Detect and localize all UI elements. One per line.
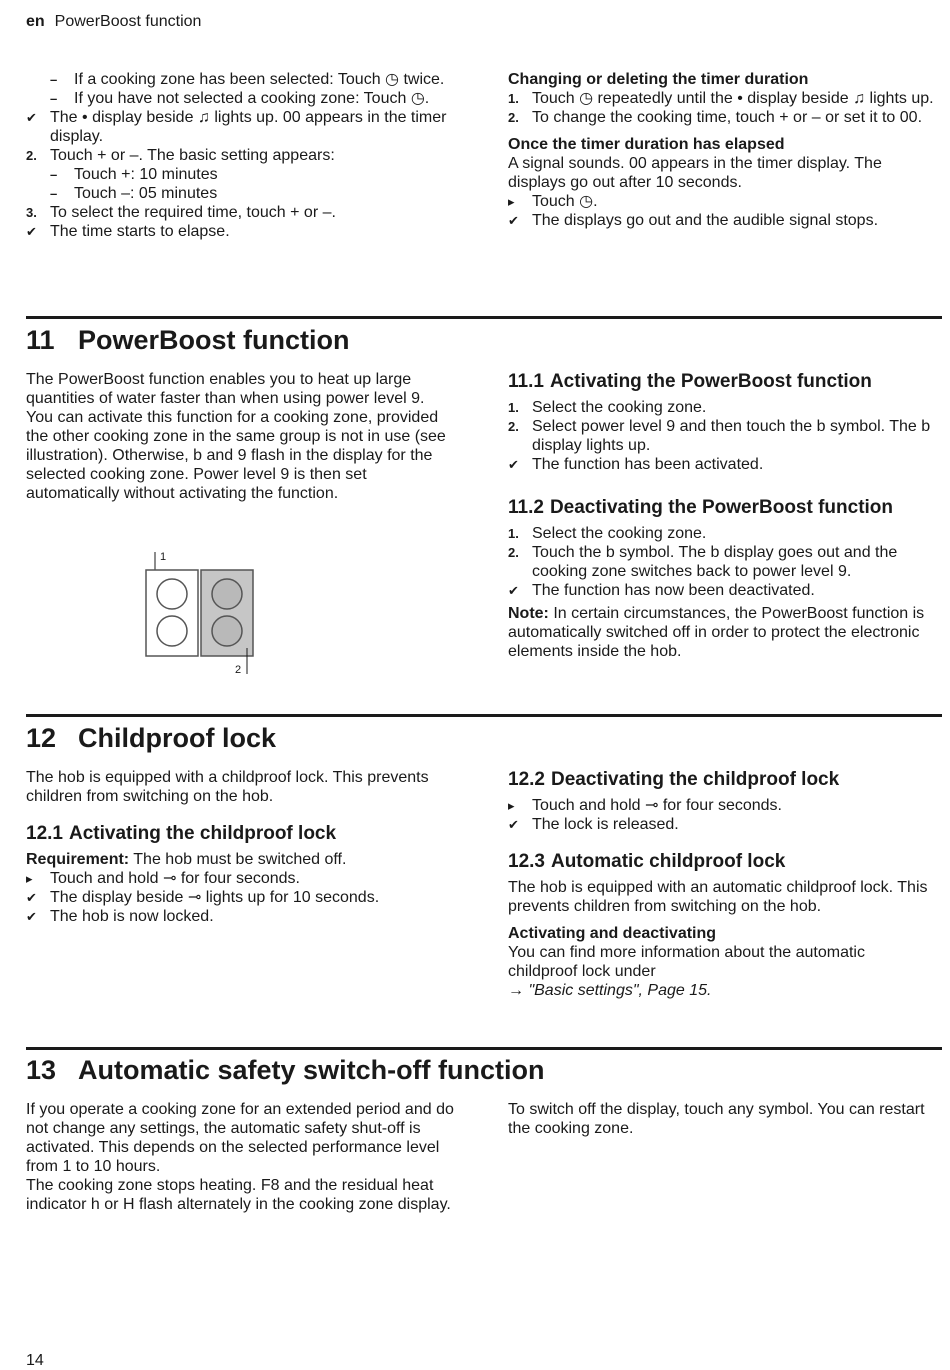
childproof-right (508, 768, 938, 1000)
timer-change-section (508, 70, 938, 230)
list-item: 2. Select power level 9 and then touch the b symbol. The b display lights up. (508, 418, 931, 454)
safety-switchoff-left (26, 1100, 456, 1214)
subsection-title: 11.1 Activating the PowerBoost function (508, 371, 872, 392)
page-header (26, 12, 201, 31)
section-divider (26, 1047, 942, 1050)
list-item: 2. Touch the b symbol. The b display goes out and the cooking zone switches back to power level 9. (508, 544, 898, 580)
burner-ring (212, 616, 242, 646)
basic-settings-link[interactable]: → "Basic settings", Page 15. (508, 982, 712, 999)
header-title: PowerBoost function (54, 13, 202, 30)
note-paragraph: Note: In certain circumstances, the PowerBoost function is automatically switched off in order to protect the electronic elements inside the hob. (508, 605, 925, 660)
auto-lock-text: The hob is equipped with an automatic childproof lock. This prevents children from switching on the hob. (508, 879, 928, 915)
cooking-zone-illustration (140, 548, 260, 676)
list-item: – If a cooking zone has been selected: Touch ◷ twice. (50, 71, 445, 88)
list-item: ✔ The function has been activated. (508, 456, 764, 473)
list-item: 2. Touch + or –. The basic setting appears: (26, 147, 335, 164)
body-paragraph: The cooking zone stops heating. F8 and the residual heat indicator h or H flash alternately in the cooking zone display. (26, 1177, 451, 1213)
hob-zone-inactive (146, 570, 198, 656)
list-item: 1. Touch ◷ repeatedly until the • display beside ♫ lights up. (508, 90, 934, 107)
list-item: ▸ Touch ◷. (508, 193, 598, 210)
intro-paragraph: You can activate this function for a cooking zone, provided the other cooking zone in the same group is not in use (see illustration). Otherwise, b and 9 flash in the display for the selected cooking zone. Power level 9 is then set automatically without activating the function. (26, 409, 446, 502)
list-item: ✔ The function has now been deactivated. (508, 582, 815, 599)
section-11-title: 11 PowerBoost function (26, 325, 350, 355)
body-paragraph: To switch off the display, touch any symbol. You can restart the cooking zone. (508, 1101, 925, 1137)
subsection-title: 11.2 Deactivating the PowerBoost function (508, 497, 894, 518)
header-language: en (26, 13, 45, 30)
change-timer-heading: Changing or deleting the timer duration (508, 71, 809, 88)
list-item: – If you have not selected a cooking zone: Touch ◷. (50, 90, 430, 107)
list-item: ✔ The time starts to elapse. (26, 223, 230, 240)
list-item: – Touch –: 05 minutes (50, 185, 218, 202)
requirement-paragraph: Requirement: The hob must be switched off. (26, 851, 347, 868)
list-item: 1. Select the cooking zone. (508, 399, 707, 416)
powerboost-activate (508, 370, 938, 474)
childproof-left (26, 768, 456, 926)
burner-ring (212, 579, 242, 609)
list-item: ✔ The • display beside ♫ lights up. 00 appears in the timer display. (26, 109, 447, 145)
powerboost-intro (26, 370, 456, 503)
body-paragraph: If you operate a cooking zone for an extended period and do not change any settings, the automatic safety shut-off is activated. This depends on the selected performance level from 1 to 10 hours. (26, 1101, 454, 1175)
list-item: – Touch +: 10 minutes (50, 166, 218, 183)
list-item: 2. To change the cooking time, touch + or – or set it to 00. (508, 109, 923, 126)
list-item: ✔ The hob is now locked. (26, 908, 214, 925)
figure-label-1: 1 (160, 551, 167, 563)
page-number: 14 (26, 1352, 44, 1369)
subsection-title: 12.2 Deactivating the childproof lock (508, 769, 840, 790)
powerboost-deactivate (508, 496, 938, 661)
intro-paragraph: The hob is equipped with a childproof lock. This prevents children from switching on the hob. (26, 769, 429, 805)
elapsed-heading: Once the timer duration has elapsed (508, 136, 785, 153)
act-deact-heading: Activating and deactivating (508, 925, 717, 942)
section-divider (26, 714, 942, 717)
section-divider (26, 316, 942, 319)
intro-paragraph: The PowerBoost function enables you to heat up large quantities of water faster than when using power level 9. (26, 371, 425, 407)
list-item: 1. Select the cooking zone. (508, 525, 707, 542)
timer-steps-list (26, 70, 456, 241)
act-deact-text: You can find more information about the automatic childproof lock under (508, 944, 865, 980)
list-item: ▸ Touch and hold ⊸ for four seconds. (508, 797, 782, 814)
subsection-title: 12.1 Activating the childproof lock (26, 823, 337, 844)
subsection-title: 12.3 Automatic childproof lock (508, 851, 786, 872)
list-item: ✔ The displays go out and the audible signal stops. (508, 212, 879, 229)
list-item: ▸ Touch and hold ⊸ for four seconds. (26, 870, 300, 887)
elapsed-text: A signal sounds. 00 appears in the timer display. The displays go out after 10 seconds. (508, 155, 882, 191)
list-item: 3. To select the required time, touch + or –. (26, 204, 336, 221)
list-item: ✔ The lock is released. (508, 816, 679, 833)
section-13-title: 13 Automatic safety switch-off function (26, 1055, 545, 1085)
section-12-title: 12 Childproof lock (26, 723, 276, 753)
list-item: ✔ The display beside ⊸ lights up for 10 seconds. (26, 889, 380, 906)
safety-switchoff-right (508, 1100, 938, 1138)
figure-label-2: 2 (235, 664, 242, 676)
